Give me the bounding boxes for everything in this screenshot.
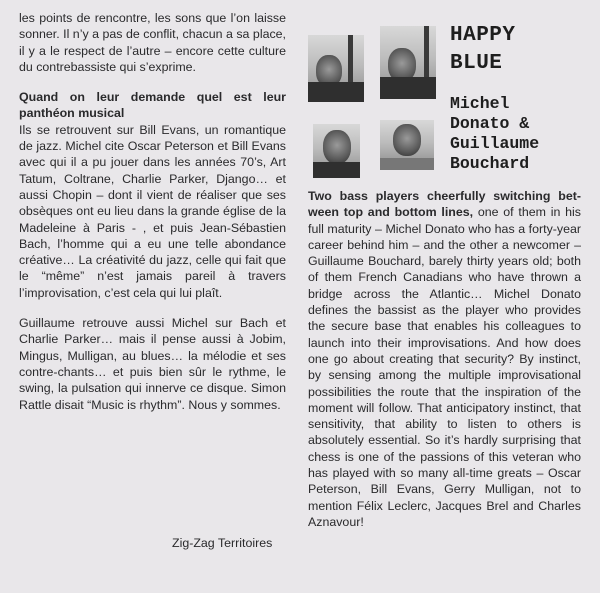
photo-michel-bass [380,26,436,99]
lead-sentence: Two bass players cheerfully switching between top and bottom lines, [308,189,581,220]
artist-names [450,94,539,174]
album-title-block [450,22,539,174]
album-title-line1: HAPPY [450,24,516,47]
left-column [19,10,286,413]
photo-guillaume-portrait [313,124,360,178]
photo-michel-portrait [380,120,434,170]
signature: Zig-Zag Territoires [172,536,273,550]
paragraph-pantheon: Ils se retrouvent sur Bill Evans, un romantique de jazz. Michel cite Oscar Peterson et Bill Evans avec qui il a pu jouer dans les années 70’s, Art Tatum, Coltrane, Charlie Parker, Django… et aussi Chopin – dont il vient de réaliser que ses obsèques ont eu lieu dans la grande église de la Madeleine à Paris - , et puis Jean-Sébastien Bach, l’homme qui a eu une telle abondance créative… La créativité du jazz, celle qui fait que le “même” n’est jamais pareil à travers l’improvisation, c’est cela qui lui plaît. [19,122,286,300]
section-heading: Quand on leur demande quel est leur panthéon musical [19,90,286,121]
artist-name-line: Bouchard [450,154,530,173]
body-text: one of them in his full maturity – Michel Donato who has a forty-year career behind him – and the other a newcomer – Guillaume Bouchard, barely thirty years old; both of them French Canadians who have thrown a bridge across the Atlantic… Michel Donato defines the bassist as the player who provides the secure base that enables his colleagues to launch into their improvisations. And how does one go about creating that security? By instinct, by sensing among the multiple improvisational possibilities the route that the inspiration of the moment will follow. That anticipatory instinct, that sensitivity, that ability to listen to others is absolutely essential. So it’s hardly surprising that chess is one of the passions of this veteran who has played with so many all-time greats – Oscar Peterson, Bill Evans, Gerry Mulligan, not to mention Félix Leclerc, Jacques Brel and Charles Aznavour! [308,205,581,529]
photo-guillaume-bass [308,35,364,102]
right-column [308,188,581,530]
artist-name-line: Guillaume [450,134,540,153]
album-title-line2: BLUE [450,52,503,75]
english-paragraph [308,188,581,530]
paragraph-intro: les points de rencontre, les sons que l’on laisse sonner. Il n’y a pas de conflit, chacun a sa place, il y a le respect de l’autre – encore cette culture du contrebassiste qui s’exprime. [19,11,286,74]
artist-name-line: Donato & [450,114,530,133]
paragraph-guillaume: Guillaume retrouve aussi Michel sur Bach et Charlie Parker… mais il pense aussi à Jobim, Mingus, Mulligan, au blues… la mélodie et ses contre-chants… et puis bien sûr le rythme, le swing, la pulsation qui innerve ce disque. Simon Rattle disait “Music is rhythm”. Nous y sommes. [19,316,286,412]
artist-name-line: Michel [450,94,510,113]
